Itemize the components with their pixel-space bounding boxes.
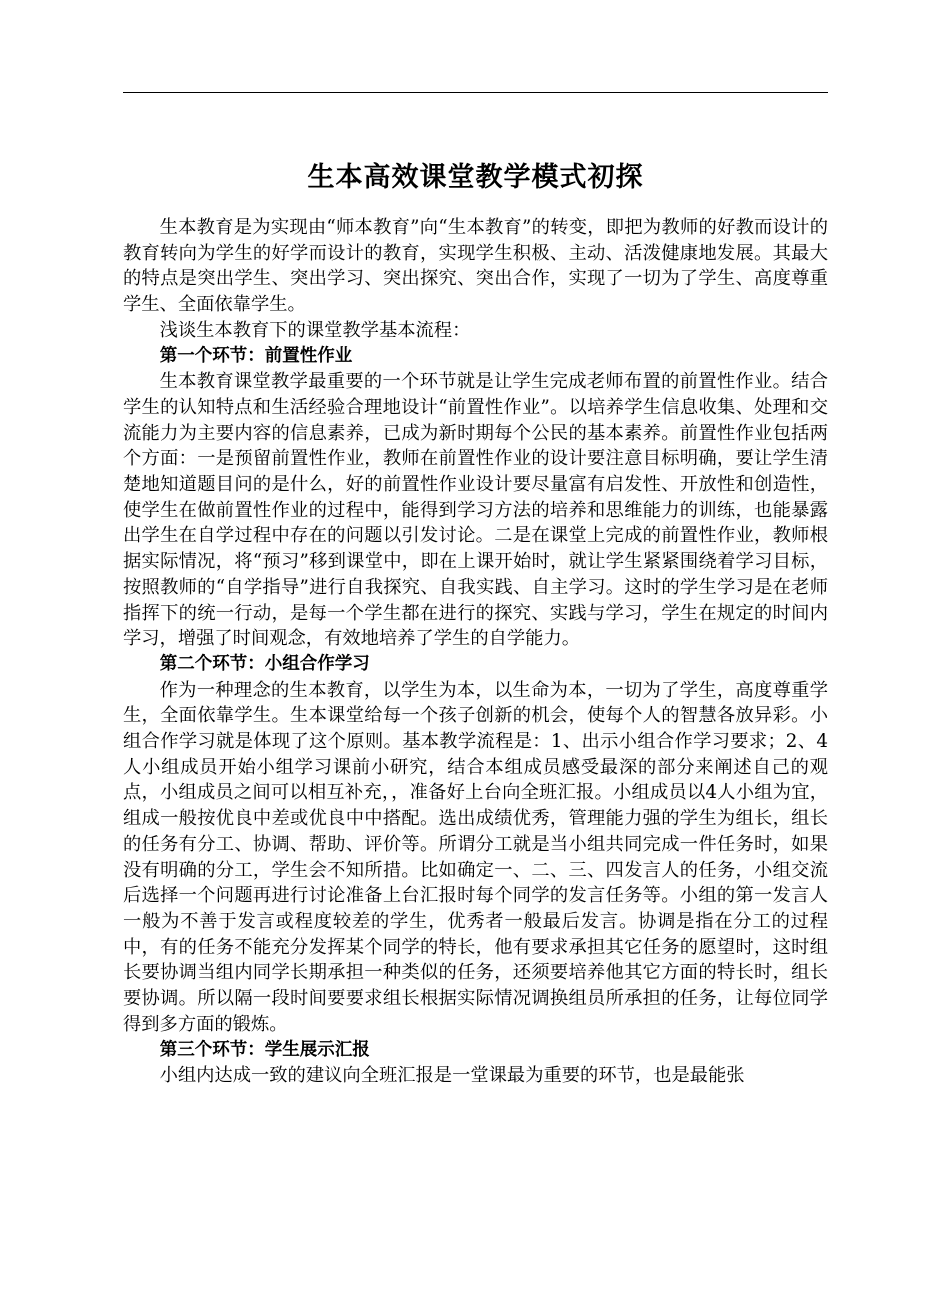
- intro-paragraph: 生本教育是为实现由“师本教育”向“生本教育”的转变，即把为教师的好教而设计的教育转向为学生的好学而设计的教育，实现学生积极、主动、活泼健康地发展。其最大的特点是突出学生、突出学习、突出探究、突出合作，实现了一切为了学生、高度尊重学生、全面依靠学生。: [123, 217, 828, 316]
- section-heading-3: 第三个环节：学生展示汇报: [159, 1039, 370, 1060]
- document-title: 生本高效课堂教学模式初探: [307, 162, 644, 194]
- section-heading-2: 第二个环节：小组合作学习: [159, 653, 370, 674]
- header-rule: [123, 92, 828, 93]
- document-body: [123, 215, 828, 1089]
- section-heading-1: 第一个环节：前置性作业: [159, 345, 353, 366]
- lead-paragraph: 浅谈生本教育下的课堂教学基本流程：: [159, 319, 471, 341]
- section-paragraph-2: 作为一种理念的生本教育，以学生为本，以生命为本，一切为了学生，高度尊重学生，全面依靠学生。生本课堂给每一个孩子创新的机会，使每个人的智慧各放异彩。小组合作学习就是体现了这个原则。基本教学流程是：1、出示小组合作学习要求；2、4人小组成员开始小组学习课前小研究，结合本组成员感受最深的部分来阐述自己的观点，小组成员之间可以相互补充，，准备好上台向全班汇报。小组成员以4人小组为宜，组成一般按优良中差或优良中中搭配。选出成绩优秀，管理能力强的学生为组长，组长的任务有分工、协调、帮助、评价等。所谓分工就是当小组共同完成一件任务时，如果没有明确的分工，学生会不知所措。比如确定一、二、三、四发言人的任务，小组交流后选择一个问题再进行讨论准备上台汇报时每个同学的发言任务等。小组的第一发言人一般为不善于发言或程度较差的学生，优秀者一般最后发言。协调是指在分工的过程中，有的任务不能充分发挥某个同学的特长，他有要求承担其它任务的愿望时，这时组长要协调当组内同学长期承担一种类似的任务，还须要培养他其它方面的特长时，组长要协调。所以隔一段时间要要求组长根据实际情况调换组员所承担的任务，让每位同学得到多方面的锻炼。: [123, 679, 828, 1035]
- section-paragraph-1: 生本教育课堂教学最重要的一个环节就是让学生完成老师布置的前置性作业。结合学生的认知特点和生活经验合理地设计“前置性作业”。以培养学生信息收集、处理和交流能力为主要内容的信息素养，已成为新时期每个公民的基本素养。前置性作业包括两个方面：一是预留前置性作业，教师在前置性作业的设计要注意目标明确，要让学生清楚地知道题目问的是什么，好的前置性作业设计要尽量富有启发性、开放性和创造性，使学生在做前置性作业的过程中，能得到学习方法的培养和思维能力的训练，也能暴露出学生在自学过程中存在的问题以引发讨论。二是在课堂上完成的前置性作业，教师根据实际情况，将“预习”移到课堂中，即在上课开始时，就让学生紧紧围绕着学习目标，按照教师的“自学指导”进行自我探究、自我实践、自主学习。这时的学生学习是在老师指挥下的统一行动，是每一个学生都在进行的探究、实践与学习，学生在规定的时间内学习，增强了时间观念，有效地培养了学生的自学能力。: [123, 371, 828, 650]
- section-paragraph-3: 小组内达成一致的建议向全班汇报是一堂课最为重要的环节，也是最能张: [159, 1065, 745, 1087]
